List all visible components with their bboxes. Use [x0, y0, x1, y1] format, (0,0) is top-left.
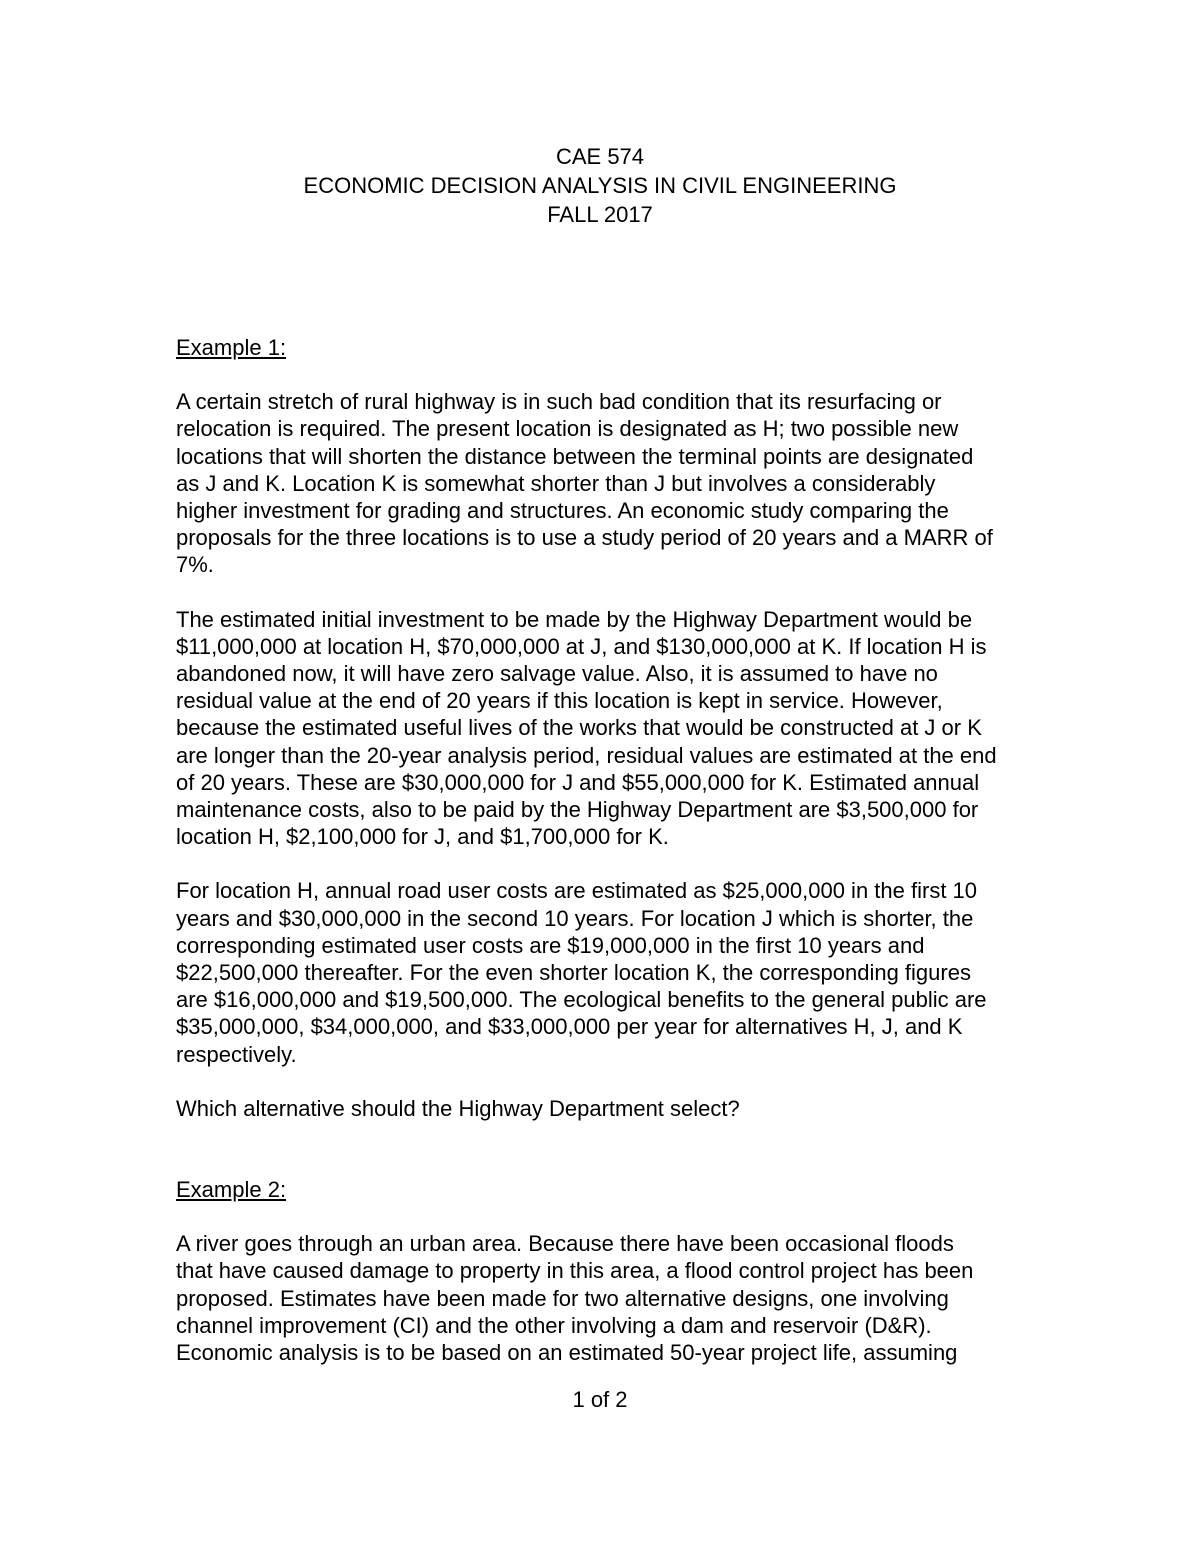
example-1-paragraph-2	[176, 606, 1056, 851]
text-line: maintenance costs, also to be paid by the Highway Department are $3,500,000 for	[176, 797, 979, 823]
course-term: FALL 2017	[547, 202, 653, 227]
document-body	[176, 334, 1056, 1366]
page-number: 1 of 2	[572, 1387, 628, 1412]
text-line: locations that will shorten the distance between the terminal points are designated	[176, 443, 974, 469]
example-1-paragraph-1	[176, 388, 1056, 578]
text-line: proposals for the three locations is to use a study period of 20 years and a MARR of	[176, 525, 993, 551]
text-line: A river goes through an urban area. Because there have been occasional floods	[176, 1231, 954, 1257]
text-line: relocation is required. The present location is designated as H; two possible new	[176, 416, 959, 442]
document-header	[0, 142, 1200, 229]
course-title: ECONOMIC DECISION ANALYSIS IN CIVIL ENGINEERING	[303, 173, 897, 198]
text-line: are longer than the 20-year analysis period, residual values are estimated at the end	[176, 742, 997, 768]
text-line: location H, $2,100,000 for J, and $1,700,000 for K.	[176, 824, 669, 850]
example-2-heading: Example 2:	[176, 1177, 287, 1203]
course-number: CAE 574	[555, 144, 645, 169]
text-line: because the estimated useful lives of the works that would be constructed at J or K	[176, 715, 982, 741]
text-line: For location H, annual road user costs are estimated as $25,000,000 in the first 10	[176, 878, 978, 904]
text-line: $11,000,000 at location H, $70,000,000 at J, and $130,000,000 at K. If location H is	[176, 633, 987, 659]
example-1-question	[176, 1095, 1056, 1122]
text-line: Which alternative should the Highway Department select?	[176, 1095, 740, 1121]
text-line: respectively.	[176, 1041, 297, 1067]
text-line: are $16,000,000 and $19,500,000. The ecological benefits to the general public are	[176, 987, 987, 1013]
example-1-paragraph-3	[176, 877, 1056, 1067]
text-line: A certain stretch of rural highway is in such bad condition that its resurfacing or	[176, 389, 942, 415]
text-line: that have caused damage to property in this area, a flood control project has been	[176, 1258, 974, 1284]
text-line: as J and K. Location K is somewhat shorter than J but involves a considerably	[176, 470, 936, 496]
text-line: proposed. Estimates have been made for two alternative designs, one involving	[176, 1285, 949, 1311]
text-line: 7%.	[176, 552, 214, 578]
example-1-heading: Example 1:	[176, 335, 287, 360]
example-2-paragraph-1	[176, 1230, 1056, 1366]
text-line: The estimated initial investment to be made by the Highway Department would be	[176, 606, 973, 632]
text-line: $35,000,000, $34,000,000, and $33,000,000 per year for alternatives H, J, and K	[176, 1014, 963, 1040]
text-line: channel improvement (CI) and the other involving a dam and reservoir (D&R).	[176, 1312, 932, 1338]
text-line: abandoned now, it will have zero salvage value. Also, it is assumed to have no	[176, 661, 938, 687]
text-line: higher investment for grading and structures. An economic study comparing the	[176, 498, 949, 524]
text-line: of 20 years. These are $30,000,000 for J and $55,000,000 for K. Estimated annual	[176, 769, 980, 795]
text-line: years and $30,000,000 in the second 10 years. For location J which is shorter, the	[176, 905, 974, 931]
text-line: Economic analysis is to be based on an estimated 50-year project life, assuming	[176, 1340, 958, 1366]
text-line: residual value at the end of 20 years if this location is kept in service. However,	[176, 688, 943, 714]
text-line: corresponding estimated user costs are $19,000,000 in the first 10 years and	[176, 932, 925, 958]
text-line: $22,500,000 thereafter. For the even shorter location K, the corresponding figures	[176, 960, 971, 986]
